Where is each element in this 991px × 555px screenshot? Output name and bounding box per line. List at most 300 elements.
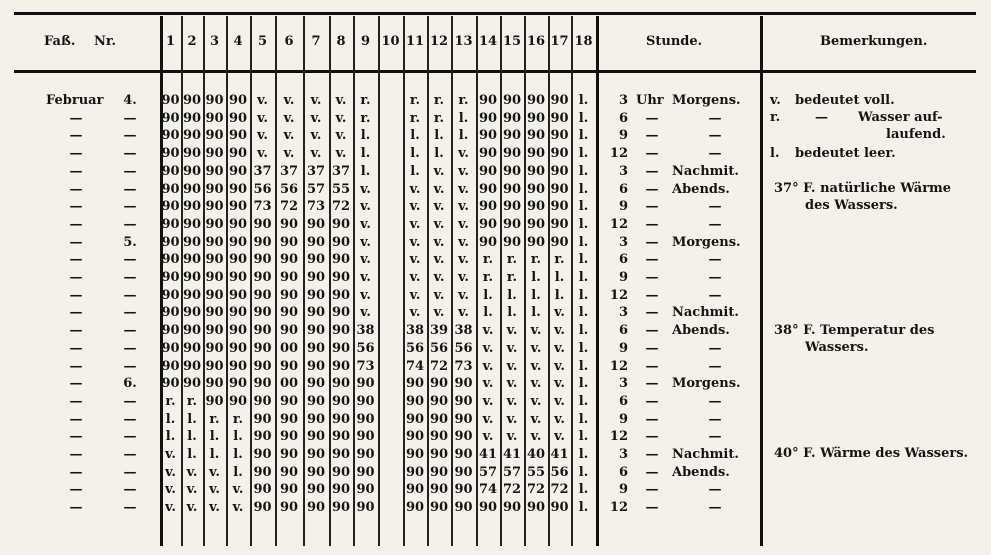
table-cell: r.: [409, 93, 421, 108]
table-cell: 90: [526, 181, 546, 197]
row-day: —: [123, 181, 137, 197]
row-day: 6.: [123, 376, 137, 392]
table-cell: 56: [405, 340, 425, 356]
table-cell: v.: [433, 199, 445, 215]
table-cell: v.: [482, 411, 494, 427]
table-cell: l.: [233, 464, 243, 480]
table-cell: 90: [356, 376, 375, 392]
header-col-18: 18: [574, 34, 593, 49]
header-col-6: 6: [284, 34, 294, 49]
table-cell: l.: [458, 110, 469, 126]
row-dash: —: [645, 323, 659, 339]
table-cell: v.: [409, 216, 421, 232]
table-cell: v.: [530, 376, 542, 392]
row-month: —: [69, 323, 83, 339]
table-cell: 90: [502, 163, 522, 179]
row-hour: 9: [618, 482, 628, 498]
table-cell: 90: [405, 482, 425, 498]
table-cell: 90: [205, 163, 224, 179]
row-period: —: [708, 393, 722, 409]
table-cell: v.: [433, 287, 445, 303]
header-col-8: 8: [336, 34, 346, 49]
row-hour: 6: [618, 393, 628, 409]
table-cell: 72: [526, 482, 546, 498]
table-cell: 90: [478, 181, 498, 197]
table-cell: v.: [458, 199, 469, 215]
table-cell: v.: [409, 234, 421, 250]
table-cell: v.: [360, 216, 371, 232]
table-cell: 90: [502, 110, 522, 126]
row-month: —: [69, 181, 83, 197]
table-cell: 90: [253, 305, 272, 321]
table-cell: 90: [306, 411, 326, 427]
table-cell: 90: [429, 464, 449, 480]
table-cell: 74: [405, 358, 425, 374]
table-cell: l.: [578, 393, 589, 409]
table-cell: 90: [205, 393, 224, 409]
table-cell: 55: [526, 464, 546, 480]
table-cell: 90: [526, 93, 546, 108]
row-day: —: [123, 500, 137, 516]
row-dash: —: [645, 110, 659, 126]
table-cell: 90: [356, 411, 375, 427]
table-cell: 90: [228, 305, 248, 321]
row-hour: 3: [618, 93, 628, 108]
table-cell: l.: [187, 429, 197, 445]
table-cell: 90: [331, 323, 351, 339]
table-cell: 90: [331, 340, 351, 356]
table-cell: 90: [550, 199, 569, 215]
table-cell: 37: [306, 163, 326, 179]
table-cell: 90: [253, 358, 272, 374]
table-cell: 90: [182, 199, 202, 215]
table-cell: v.: [433, 234, 445, 250]
row-day: —: [123, 216, 137, 232]
row-day: —: [123, 358, 137, 374]
table-cell: 90: [161, 93, 180, 108]
row-hour: 3: [618, 447, 628, 462]
table-cell: 90: [228, 163, 248, 179]
row-hour: 9: [618, 199, 628, 215]
table-cell: 90: [205, 199, 224, 215]
table-cell: 90: [279, 234, 299, 250]
table-cell: v.: [232, 500, 244, 516]
row-hour: 12: [609, 500, 628, 516]
table-cell: v.: [433, 163, 445, 179]
table-cell: r.: [165, 393, 176, 409]
row-hour: 6: [618, 110, 628, 126]
table-cell: l.: [187, 411, 197, 427]
row-hour: 9: [618, 270, 628, 285]
table-cell: 90: [161, 358, 180, 374]
table-cell: 90: [331, 393, 351, 409]
table-cell: 90: [279, 323, 299, 339]
table-cell: 90: [205, 358, 224, 374]
table-cell: v.: [360, 234, 371, 250]
table-cell: 90: [279, 358, 299, 374]
table-cell: v.: [458, 181, 469, 197]
table-cell: 90: [161, 340, 180, 356]
header-col-17: 17: [550, 34, 569, 49]
table-cell: v.: [335, 146, 347, 162]
table-cell: 90: [502, 216, 522, 232]
table-cell: v.: [482, 323, 494, 339]
table-cell: v.: [433, 216, 445, 232]
header-col-2: 2: [187, 34, 197, 49]
remarks-divider: [760, 16, 763, 546]
table-cell: 72: [502, 482, 522, 498]
table-cell: 39: [429, 323, 449, 339]
table-cell: 90: [478, 128, 498, 144]
row-dash: —: [645, 216, 659, 232]
table-cell: 72: [279, 199, 299, 215]
row-month: —: [69, 234, 83, 250]
table-cell: l.: [554, 287, 565, 303]
table-cell: v.: [530, 393, 542, 409]
table-cell: v.: [165, 500, 176, 516]
table-cell: r.: [360, 93, 371, 108]
table-cell: 90: [205, 93, 224, 108]
table-cell: 90: [205, 305, 224, 321]
column-divider: [596, 16, 599, 546]
header-col-1: 1: [165, 34, 176, 49]
top-rule: [14, 12, 976, 15]
row-dash: —: [645, 358, 659, 374]
table-cell: 90: [205, 110, 224, 126]
table-cell: 90: [279, 464, 299, 480]
row-day: 5.: [123, 234, 137, 250]
table-cell: 38: [356, 323, 375, 339]
table-cell: l.: [507, 305, 517, 321]
table-cell: l.: [578, 323, 589, 339]
table-cell: v.: [409, 270, 421, 285]
remark-v-label: v.: [770, 93, 781, 108]
table-cell: l.: [578, 482, 589, 498]
row-period: —: [708, 429, 722, 445]
row-period: —: [708, 270, 722, 285]
row-day: —: [123, 287, 137, 303]
table-cell: 90: [205, 252, 224, 268]
table-cell: 90: [182, 305, 202, 321]
row-period: —: [708, 128, 722, 144]
table-cell: l.: [578, 216, 589, 232]
header-col-16: 16: [526, 34, 546, 49]
table-cell: 72: [550, 482, 569, 498]
row-day: —: [123, 163, 137, 179]
table-cell: 90: [253, 411, 272, 427]
table-cell: 74: [478, 482, 498, 498]
table-cell: v.: [506, 376, 518, 392]
table-cell: v.: [433, 305, 445, 321]
table-cell: l.: [360, 128, 371, 144]
table-cell: v.: [506, 358, 518, 374]
table-cell: v.: [257, 128, 268, 144]
table-cell: l.: [410, 163, 420, 179]
table-cell: 90: [502, 234, 522, 250]
row-period: Morgens.: [672, 234, 741, 250]
table-cell: v.: [530, 411, 542, 427]
row-month: —: [69, 393, 83, 409]
table-cell: 90: [161, 376, 180, 392]
table-cell: v.: [554, 376, 565, 392]
table-cell: 90: [228, 252, 248, 268]
table-cell: 90: [205, 340, 224, 356]
table-cell: 56: [454, 340, 473, 356]
table-cell: v.: [458, 216, 469, 232]
table-cell: 90: [356, 464, 375, 480]
table-cell: v.: [458, 305, 469, 321]
remark-r-dash: —: [815, 110, 828, 125]
table-cell: 90: [228, 287, 248, 303]
row-hour: 12: [609, 216, 628, 232]
table-cell: 73: [454, 358, 473, 374]
table-cell: v.: [335, 128, 347, 144]
remark-37-line1: 37° F. natürliche Wärme: [774, 181, 952, 196]
row-period: Abends.: [672, 181, 730, 197]
header-stunde: Stunde.: [646, 34, 703, 49]
table-cell: v.: [335, 93, 347, 108]
table-cell: 90: [306, 305, 326, 321]
table-cell: 90: [161, 270, 180, 285]
table-cell: v.: [310, 110, 322, 126]
table-cell: 90: [228, 146, 248, 162]
table-cell: 90: [502, 93, 522, 108]
table-cell: l.: [578, 500, 589, 516]
table-cell: 90: [253, 287, 272, 303]
table-cell: l.: [483, 287, 493, 303]
table-cell: 90: [331, 411, 351, 427]
table-cell: 90: [429, 376, 449, 392]
table-cell: 90: [161, 323, 180, 339]
table-cell: 90: [502, 146, 522, 162]
table-cell: v.: [360, 252, 371, 268]
table-cell: 90: [478, 110, 498, 126]
table-cell: l.: [578, 181, 589, 197]
table-cell: 37: [279, 163, 299, 179]
row-dash: —: [645, 146, 659, 162]
table-cell: 90: [526, 110, 546, 126]
table-cell: 41: [502, 447, 522, 462]
row-month: —: [69, 429, 83, 445]
table-cell: 90: [228, 128, 248, 144]
table-cell: l.: [578, 411, 589, 427]
table-cell: l.: [578, 163, 589, 179]
table-cell: 90: [356, 429, 375, 445]
row-month: —: [69, 447, 83, 462]
table-cell: 90: [429, 500, 449, 516]
table-cell: 90: [205, 287, 224, 303]
table-cell: 90: [253, 393, 272, 409]
table-cell: 90: [356, 482, 375, 498]
table-cell: 90: [550, 128, 569, 144]
table-cell: r.: [530, 252, 542, 268]
table-cell: 72: [429, 358, 449, 374]
table-cell: v.: [482, 340, 494, 356]
row-period: Nachmit.: [672, 447, 739, 462]
row-hour: 12: [609, 146, 628, 162]
table-cell: 90: [253, 464, 272, 480]
table-cell: 90: [253, 252, 272, 268]
row-period: —: [708, 500, 722, 516]
table-cell: r.: [232, 411, 244, 427]
row-month: —: [69, 358, 83, 374]
table-cell: 90: [228, 270, 248, 285]
table-cell: 90: [182, 270, 202, 285]
table-cell: v.: [186, 500, 198, 516]
table-cell: l.: [578, 146, 589, 162]
table-cell: 90: [205, 234, 224, 250]
table-cell: 90: [161, 305, 180, 321]
table-cell: r.: [482, 270, 494, 285]
table-cell: 90: [550, 500, 569, 516]
table-cell: v.: [433, 181, 445, 197]
row-month: —: [69, 163, 83, 179]
row-period: —: [708, 358, 722, 374]
table-cell: v.: [458, 234, 469, 250]
header-col-11: 11: [405, 34, 425, 49]
table-cell: 90: [454, 393, 473, 409]
table-cell: 90: [454, 376, 473, 392]
table-cell: 90: [306, 340, 326, 356]
table-cell: l.: [578, 128, 589, 144]
table-cell: 90: [405, 464, 425, 480]
row-month: —: [69, 411, 83, 427]
table-cell: 38: [454, 323, 473, 339]
table-cell: l.: [209, 447, 220, 462]
table-cell: 90: [306, 500, 326, 516]
table-cell: 90: [550, 234, 569, 250]
table-cell: v.: [530, 340, 542, 356]
row-period: Nachmit.: [672, 163, 739, 179]
table-cell: 90: [279, 305, 299, 321]
table-cell: l.: [578, 252, 589, 268]
table-cell: 90: [228, 358, 248, 374]
row-month: —: [69, 500, 83, 516]
table-cell: 90: [356, 393, 375, 409]
row-period: —: [708, 340, 722, 356]
table-cell: 90: [161, 252, 180, 268]
row-dash: —: [645, 199, 659, 215]
table-cell: 90: [228, 181, 248, 197]
table-cell: 90: [405, 500, 425, 516]
row-hour: 6: [618, 464, 628, 480]
row-hour: 6: [618, 181, 628, 197]
table-cell: 90: [253, 376, 272, 392]
row-day: —: [123, 252, 137, 268]
table-cell: v.: [360, 181, 371, 197]
table-cell: v.: [283, 110, 295, 126]
table-cell: 73: [253, 199, 272, 215]
table-cell: 90: [253, 216, 272, 232]
table-cell: v.: [409, 252, 421, 268]
row-month: Februar: [46, 93, 104, 108]
table-cell: 90: [253, 234, 272, 250]
table-cell: 57: [502, 464, 522, 480]
row-dash: —: [645, 464, 659, 480]
table-cell: l.: [531, 305, 541, 321]
table-cell: 90: [161, 181, 180, 197]
table-cell: v.: [409, 181, 421, 197]
table-cell: 41: [478, 447, 498, 462]
table-cell: v.: [482, 393, 494, 409]
header-col-12: 12: [429, 34, 449, 49]
table-cell: l.: [578, 429, 589, 445]
table-cell: 90: [405, 429, 425, 445]
table-cell: v.: [554, 411, 565, 427]
table-cell: 90: [454, 429, 473, 445]
table-cell: 90: [161, 128, 180, 144]
table-cell: 90: [502, 128, 522, 144]
table-cell: l.: [554, 270, 565, 285]
table-cell: 90: [306, 393, 326, 409]
table-cell: r.: [482, 252, 494, 268]
table-cell: v.: [335, 110, 347, 126]
table-cell: r.: [433, 93, 445, 108]
row-hour: 6: [618, 323, 628, 339]
table-cell: 90: [228, 234, 248, 250]
table-cell: 90: [279, 411, 299, 427]
table-cell: v.: [506, 411, 518, 427]
remark-l-text: bedeutet leer.: [795, 146, 896, 161]
table-cell: 90: [182, 252, 202, 268]
table-cell: 73: [356, 358, 375, 374]
table-cell: v.: [209, 482, 220, 498]
table-cell: 90: [306, 464, 326, 480]
row-day: —: [123, 305, 137, 321]
table-cell: 90: [306, 323, 326, 339]
table-cell: v.: [554, 323, 565, 339]
row-day: —: [123, 199, 137, 215]
table-cell: 90: [478, 234, 498, 250]
table-cell: 90: [550, 216, 569, 232]
row-dash: —: [645, 411, 659, 427]
table-cell: 90: [228, 393, 248, 409]
table-cell: v.: [554, 429, 565, 445]
table-cell: v.: [506, 323, 518, 339]
table-cell: r.: [186, 393, 198, 409]
row-period: Morgens.: [672, 376, 741, 392]
row-hour: 12: [609, 429, 628, 445]
row-dash: —: [645, 128, 659, 144]
table-cell: 90: [550, 93, 569, 108]
table-cell: v.: [458, 146, 469, 162]
row-day: —: [123, 429, 137, 445]
table-cell: l.: [360, 163, 371, 179]
table-cell: 72: [331, 199, 351, 215]
table-cell: 56: [279, 181, 299, 197]
table-cell: 90: [550, 110, 569, 126]
table-cell: 90: [331, 305, 351, 321]
row-period: —: [708, 199, 722, 215]
table-cell: l.: [233, 447, 243, 462]
header-fass: Faß.: [44, 34, 76, 49]
row-period: —: [708, 146, 722, 162]
table-cell: v.: [360, 305, 371, 321]
table-cell: r.: [506, 270, 518, 285]
table-cell: 90: [429, 411, 449, 427]
table-cell: 90: [205, 323, 224, 339]
table-cell: 90: [182, 181, 202, 197]
table-cell: 90: [161, 199, 180, 215]
table-cell: 90: [205, 128, 224, 144]
table-cell: 57: [306, 181, 326, 197]
header-col-5: 5: [257, 34, 268, 49]
remark-v-text: bedeutet voll.: [795, 93, 895, 108]
table-cell: l.: [578, 110, 589, 126]
table-cell: 90: [253, 340, 272, 356]
table-cell: 90: [526, 500, 546, 516]
table-cell: l.: [578, 340, 589, 356]
